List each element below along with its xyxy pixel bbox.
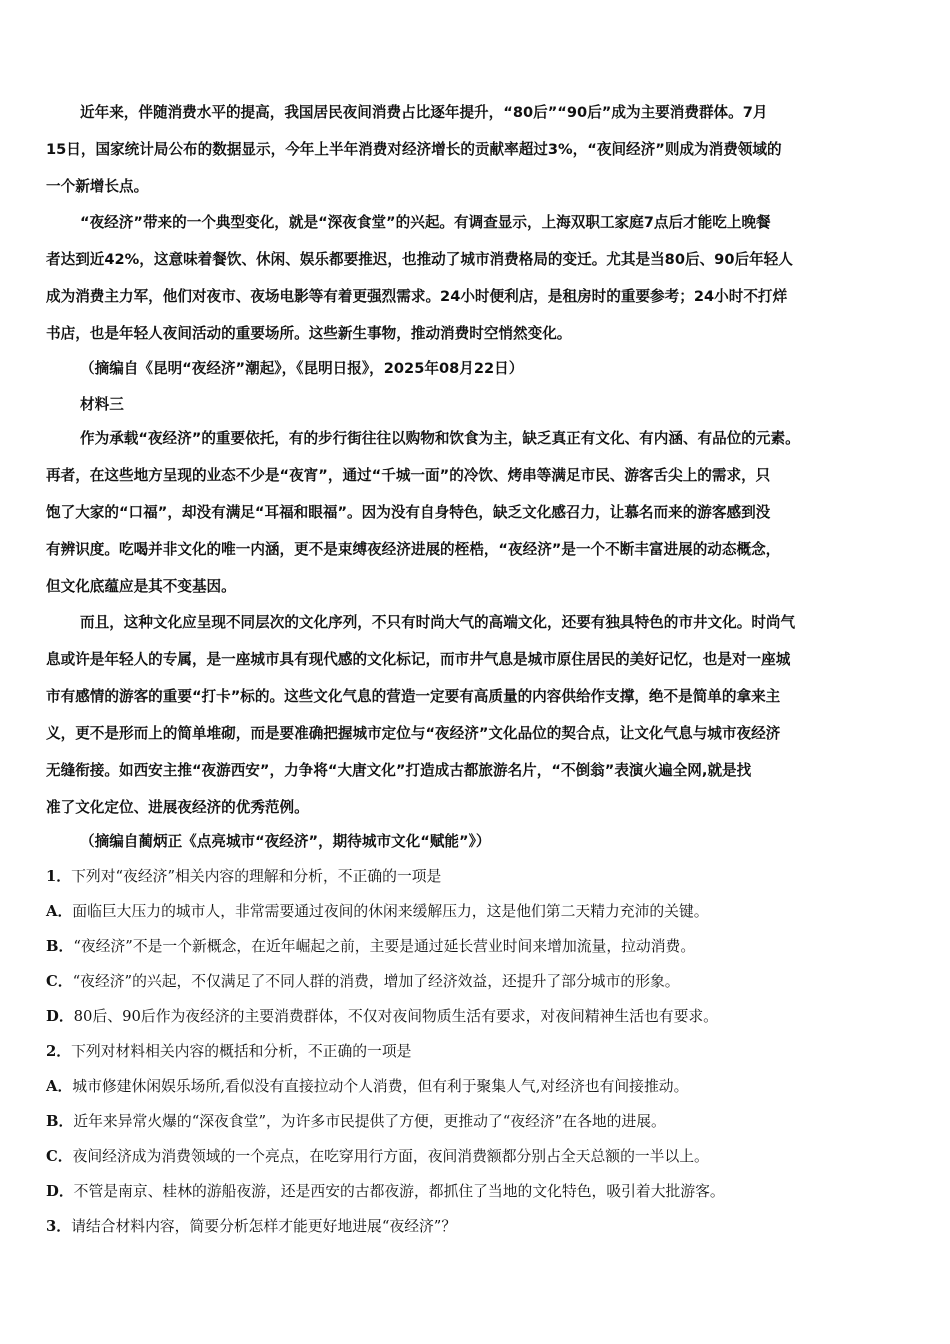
passage-line: 书店，也是年轻人夜间活动的重要场所。这些新生事物，推动消费时空悄然变化。 xyxy=(46,325,572,342)
option-text: 不管是南京、桂林的游船夜游，还是西安的古都夜游，都抓住了当地的文化特色，吸引着大批游客。 xyxy=(73,1183,725,1200)
option-label: A． xyxy=(46,1078,73,1095)
answer-option xyxy=(46,1077,688,1097)
option-label: C． xyxy=(46,1148,73,1165)
option-text: “夜经济”不是一个新概念，在近年崛起之前，主要是通过延长营业时间来增加流量，拉动消费。 xyxy=(73,938,696,955)
option-text: 夜间经济成为消费领域的一个亮点，在吃穿用行方面，夜间消费额都分别占全天总额的一半以上。 xyxy=(72,1148,709,1165)
option-label: B． xyxy=(46,938,74,955)
question-stem xyxy=(46,867,441,887)
option-label: C． xyxy=(46,973,73,990)
option-label: D． xyxy=(46,1008,74,1025)
question-number: 1． xyxy=(46,868,72,885)
option-label: B． xyxy=(46,1113,74,1130)
source-citation: （摘编自蔺炳正《点亮城市“夜经济”，期待城市文化“赋能”》） xyxy=(80,833,491,850)
passage-line: 无缝衔接。如西安主推“夜游西安”，力争将“大唐文化”打造成古都旅游名片，“不倒翁”表演火遍全网,就是找 xyxy=(46,762,752,779)
answer-option xyxy=(46,1182,725,1202)
answer-option xyxy=(46,1007,718,1027)
question-text: 下列对“夜经济”相关内容的理解和分析，不正确的一项是 xyxy=(71,868,442,885)
answer-option xyxy=(46,972,680,992)
passage-line: 义，更不是形而上的简单堆砌，而是要准确把握城市定位与“夜经济”文化品位的契合点，让文化气息与城市夜经济 xyxy=(46,725,781,742)
option-text: 近年来异常火爆的“深夜食堂”，为许多市民提供了方便，更推动了“夜经济”在各地的进展。 xyxy=(73,1113,666,1130)
passage-line: 息或许是年轻人的专属，是一座城市具有现代感的文化标记，而市井气息是城市原住居民的美好记忆，也是对一座城 xyxy=(46,651,791,668)
passage-line: 饱了大家的“口福”，却没有满足“耳福和眼福”。因为没有自身特色，缺乏文化感召力，让慕名而来的游客感到没 xyxy=(46,504,771,521)
option-text: 城市修建休闲娱乐场所,看似没有直接拉动个人消费，但有利于聚集人气,对经济也有间接推动。 xyxy=(72,1078,689,1095)
answer-option xyxy=(46,902,709,922)
question-number: 2． xyxy=(46,1043,72,1060)
option-text: 80后、90后作为夜经济的主要消费群体，不仅对夜间物质生活有要求，对夜间精神生活也有要求。 xyxy=(73,1008,718,1025)
passage-line: 一个新增长点。 xyxy=(46,178,149,195)
question-text: 请结合材料内容，简要分析怎样才能更好地进展“夜经济”？ xyxy=(71,1218,457,1235)
passage-line: 市有感情的游客的重要“打卡”标的。这些文化气息的营造一定要有高质量的内容供给作支撑，绝不是简单的拿来主 xyxy=(46,688,781,705)
option-text: “夜经济”的兴起，不仅满足了不同人群的消费，增加了经济效益，还提升了部分城市的形象。 xyxy=(72,973,680,990)
option-text: 面临巨大压力的城市人，非常需要通过夜间的休闲来缓解压力，这是他们第二天精力充沛的关键。 xyxy=(72,903,709,920)
passage-line: 而且，这种文化应呈现不同层次的文化序列，不只有时尚大气的高端文化，还要有独具特色的市井文化。时尚气 xyxy=(80,614,796,631)
passage-line: 成为消费主力军，他们对夜市、夜场电影等有着更强烈需求。24小时便利店，是租房时的重要参考；24小时不打烊 xyxy=(46,288,788,305)
passage-line: 作为承载“夜经济”的重要依托，有的步行街往往以购物和饮食为主，缺乏真正有文化、有内涵、有品位的元素。 xyxy=(80,430,800,447)
passage-line: 有辨识度。吃喝并非文化的唯一内涵，更不是束缚夜经济进展的桎梏，“夜经济”是一个不断丰富进展的动态概念， xyxy=(46,541,781,558)
passage-line: 准了文化定位、进展夜经济的优秀范例。 xyxy=(46,799,309,816)
answer-option xyxy=(46,937,695,957)
answer-option xyxy=(46,1147,709,1167)
question-stem xyxy=(46,1042,411,1062)
passage-line: 15日，国家统计局公布的数据显示，今年上半年消费对经济增长的贡献率超过3%，“夜间经济”则成为消费领域的 xyxy=(46,141,782,158)
passage-line: 再者，在这些地方呈现的业态不少是“夜宵”，通过“千城一面”的冷饮、烤串等满足市民、游客舌尖上的需求，只 xyxy=(46,467,771,484)
question-stem xyxy=(46,1217,456,1237)
question-number: 3． xyxy=(46,1218,72,1235)
answer-option xyxy=(46,1112,666,1132)
passage-line: 近年来，伴随消费水平的提高，我国居民夜间消费占比逐年提升，“80后”“90后”成为主要消费群体。7月 xyxy=(80,104,768,121)
source-citation: （摘编自《昆明“夜经济”潮起》，《昆明日报》，2025年08月22日） xyxy=(80,360,524,377)
passage-line: “夜经济”带来的一个典型变化，就是“深夜食堂”的兴起。有调查显示，上海双职工家庭7点后才能吃上晚餐 xyxy=(80,214,771,231)
question-text: 下列对材料相关内容的概括和分析，不正确的一项是 xyxy=(71,1043,412,1060)
option-label: A． xyxy=(46,903,73,920)
passage-line: 者达到近42%，这意味着餐饮、休闲、娱乐都要推迟，也推动了城市消费格局的变迁。尤其是当80后、90后年轻人 xyxy=(46,251,793,268)
passage-line: 但文化底蕴应是其不变基因。 xyxy=(46,578,236,595)
option-label: D． xyxy=(46,1183,74,1200)
section-heading: 材料三 xyxy=(80,396,124,413)
